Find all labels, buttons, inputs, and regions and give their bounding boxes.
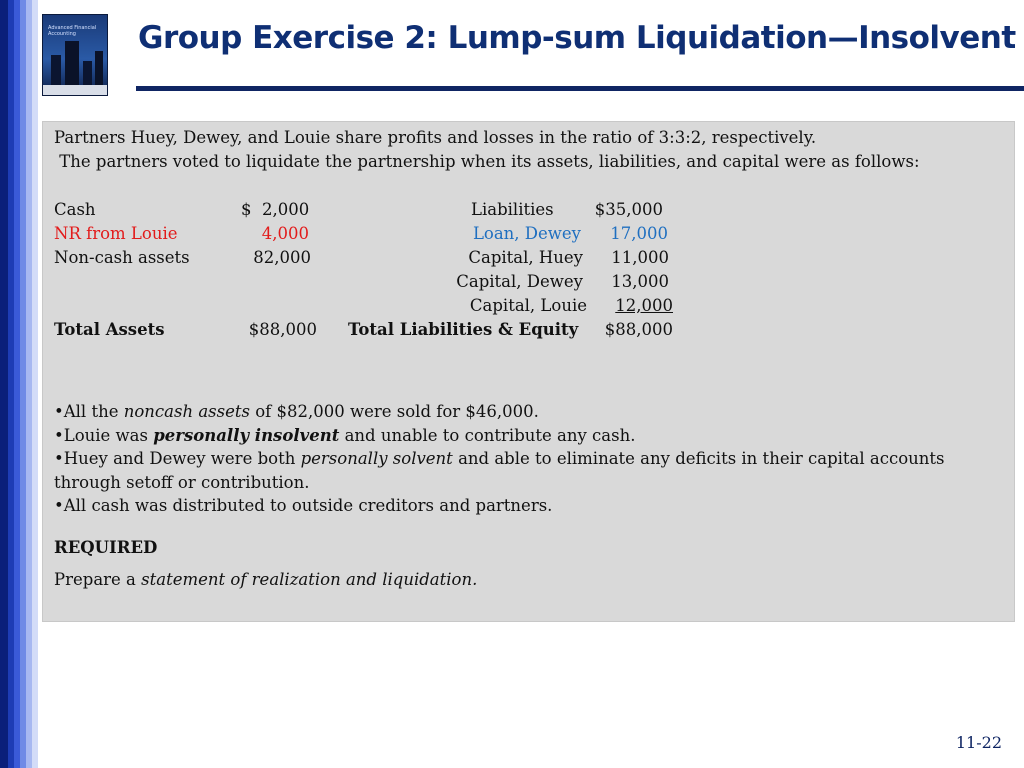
facts-list [54,400,984,518]
liab-value-liabilities: $35,000 [594,200,663,219]
fact-item: •Huey and Dewey were both personally solvent and able to eliminate any deficits in their capital accounts through setoff or contribution. [54,449,945,492]
asset-label-nr-louie: NR from Louie [54,224,178,243]
fact-item: •Louie was personally insolvent and unable to contribute any cash. [54,425,636,445]
capital-label-dewey: Capital, Dewey [456,272,583,291]
liab-label-loan-dewey: Loan, Dewey [472,224,581,243]
capital-value-huey: 11,000 [611,248,669,267]
total-le-label: Total Liabilities & Equity [348,320,579,339]
capital-label-huey: Capital, Huey [468,248,583,267]
intro-line-1: Partners Huey, Dewey, and Louie share profits and losses in the ratio of 3:3:2, respectively. [54,128,817,147]
fact-item: •All the noncash assets of $82,000 were sold for $46,000. [54,402,539,421]
capital-label-louie: Capital, Louie [469,296,587,315]
book-cover-caption: Advanced Financial Accounting [48,25,97,37]
capital-value-louie: 12,000 [615,296,673,315]
liab-label-liabilities: Liabilities [471,200,554,219]
total-le-value: $88,000 [604,320,673,339]
capital-value-dewey: 13,000 [611,272,669,291]
total-assets-value: $88,000 [248,320,317,339]
required-heading: REQUIRED [54,538,158,557]
liab-value-loan-dewey: 17,000 [610,224,668,243]
left-stripe-1 [0,0,8,768]
asset-label-cash: Cash [54,200,96,219]
content-panel [42,121,1015,622]
book-cover-image [42,14,108,96]
intro-line-2: The partners voted to liquidate the partnership when its assets, liabilities, and capital were as follows: [54,152,920,171]
total-assets-label: Total Assets [54,320,165,339]
required-text: Prepare a statement of realization and liquidation. [54,570,478,589]
asset-label-noncash: Non-cash assets [54,248,190,267]
page-number: 11-22 [955,733,1002,752]
title-underline [136,86,1024,91]
asset-value-cash: $ 2,000 [241,200,310,219]
asset-value-nr-louie: 4,000 [261,224,309,243]
fact-item: •All cash was distributed to outside creditors and partners. [54,496,553,515]
slide-title: Group Exercise 2: Lump-sum Liquidation—Insolvent [138,20,1016,56]
left-stripe-6 [32,0,38,768]
asset-value-noncash: 82,000 [253,248,311,267]
